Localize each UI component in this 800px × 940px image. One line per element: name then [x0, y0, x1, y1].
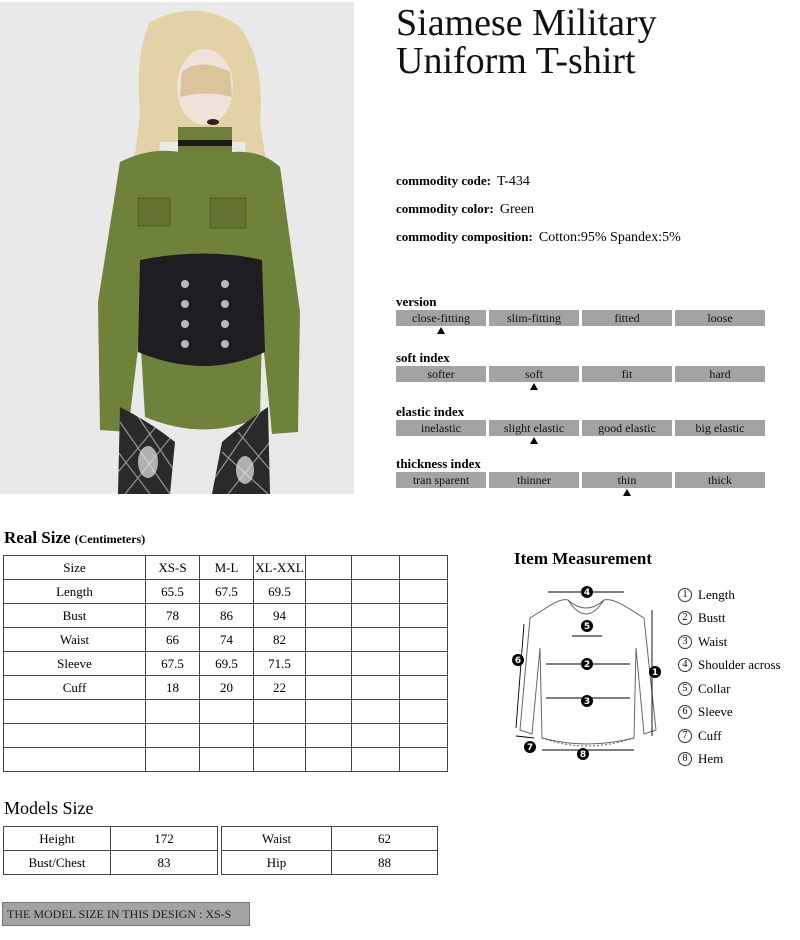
legend-item — [678, 724, 781, 748]
models-size-table-right — [221, 826, 438, 875]
table-cell: 69.5 — [254, 580, 306, 604]
svg-text:8: 8 — [579, 750, 587, 760]
table-cell — [306, 700, 352, 724]
table-cell: Bust/Chest — [4, 851, 111, 875]
commodity-color-label: commodity color: — [396, 201, 494, 216]
table-cell: 67.5 — [146, 652, 200, 676]
selected-triangle-icon — [530, 437, 538, 444]
commodity-code-row — [396, 172, 786, 200]
selected-triangle-icon — [623, 489, 631, 496]
number-circle-icon: 3 — [678, 635, 692, 649]
scale-option: close-fitting — [396, 310, 486, 326]
item-measurement-title: Item Measurement — [514, 549, 653, 568]
real-size-table — [3, 555, 448, 772]
legend-label: Bustt — [698, 610, 726, 626]
scale-option: loose — [675, 310, 765, 326]
svg-text:6: 6 — [514, 656, 522, 666]
scale-bar — [396, 310, 766, 326]
table-header-row — [4, 556, 448, 580]
table-cell — [400, 748, 448, 772]
legend-label: Shoulder across — [698, 657, 781, 673]
table-cell: 69.5 — [200, 652, 254, 676]
scale-marker — [396, 382, 766, 392]
table-cell — [400, 700, 448, 724]
scale-marker — [396, 326, 766, 336]
table-cell — [4, 748, 146, 772]
table-cell: 65.5 — [146, 580, 200, 604]
table-cell — [200, 724, 254, 748]
number-circle-icon: 7 — [678, 729, 692, 743]
commodity-composition-value: Cotton:95% Spandex:5% — [538, 230, 681, 245]
table-cell — [352, 700, 400, 724]
svg-text:1: 1 — [651, 668, 659, 678]
number-circle-icon: 5 — [678, 682, 692, 696]
product-photo-illustration — [0, 2, 354, 494]
scale-option: softer — [396, 366, 486, 382]
legend-item — [678, 607, 781, 631]
table-cell: 62 — [332, 827, 438, 851]
product-photo — [0, 2, 354, 494]
scale-option: inelastic — [396, 420, 486, 436]
selected-triangle-icon — [437, 327, 445, 334]
measurement-legend — [678, 583, 781, 771]
table-cell: 22 — [254, 676, 306, 700]
scale-bar — [396, 366, 766, 382]
svg-text:5: 5 — [583, 622, 591, 632]
table-cell: 66 — [146, 628, 200, 652]
legend-item — [678, 677, 781, 701]
table-cell — [352, 580, 400, 604]
table-cell — [306, 628, 352, 652]
scale-version — [396, 294, 766, 336]
number-circle-icon: 2 — [678, 611, 692, 625]
number-circle-icon: 4 — [678, 658, 692, 672]
table-row — [4, 851, 218, 875]
scale-option: soft — [489, 366, 579, 382]
scale-option: tran sparent — [396, 472, 486, 488]
table-cell — [352, 652, 400, 676]
table-cell — [4, 700, 146, 724]
table-row — [4, 724, 448, 748]
table-cell: Waist — [4, 628, 146, 652]
legend-item — [678, 583, 781, 607]
commodity-color-row — [396, 200, 786, 228]
table-cell — [400, 628, 448, 652]
svg-text:7: 7 — [526, 743, 534, 753]
commodity-code-value: T-434 — [496, 174, 530, 189]
table-cell: Cuff — [4, 676, 146, 700]
scale-bar — [396, 472, 766, 488]
product-title — [396, 4, 776, 80]
table-header-cell: Size — [4, 556, 146, 580]
real-size-title — [4, 528, 145, 548]
table-row — [4, 676, 448, 700]
table-cell — [146, 724, 200, 748]
table-header-cell — [306, 556, 352, 580]
table-cell: 20 — [200, 676, 254, 700]
table-cell: 88 — [332, 851, 438, 875]
number-circle-icon: 8 — [678, 752, 692, 766]
table-cell — [400, 724, 448, 748]
table-cell — [146, 700, 200, 724]
table-cell: 82 — [254, 628, 306, 652]
table-row — [4, 604, 448, 628]
table-cell — [4, 724, 146, 748]
table-cell — [352, 676, 400, 700]
real-size-table-body — [4, 556, 448, 772]
table-cell — [400, 580, 448, 604]
table-row — [4, 748, 448, 772]
scale-option: slight elastic — [489, 420, 579, 436]
table-row — [4, 628, 448, 652]
table-cell: 83 — [111, 851, 218, 875]
scale-label: elastic index — [396, 404, 465, 419]
scale-option: big elastic — [675, 420, 765, 436]
table-cell — [306, 724, 352, 748]
table-cell — [254, 700, 306, 724]
models-size-table-left — [3, 826, 218, 875]
scale-label: soft index — [396, 350, 450, 365]
scale-label: version — [396, 294, 437, 309]
legend-label: Waist — [698, 633, 728, 649]
number-circle-icon: 1 — [678, 588, 692, 602]
table-cell: 78 — [146, 604, 200, 628]
commodity-composition-row — [396, 228, 786, 256]
scale-option: good elastic — [582, 420, 672, 436]
scale-thickness-index — [396, 456, 766, 498]
table-row — [4, 652, 448, 676]
table-cell — [352, 604, 400, 628]
table-header-cell: M-L — [200, 556, 254, 580]
scale-option: hard — [675, 366, 765, 382]
table-row — [4, 700, 448, 724]
table-cell — [400, 652, 448, 676]
legend-item — [678, 701, 781, 725]
table-row — [4, 827, 218, 851]
table-cell: Sleeve — [4, 652, 146, 676]
scale-option: fitted — [582, 310, 672, 326]
measurement-diagram — [506, 578, 676, 768]
table-cell: Height — [4, 827, 111, 851]
scale-bar — [396, 420, 766, 436]
scale-option: thin — [582, 472, 672, 488]
table-cell: Length — [4, 580, 146, 604]
commodity-code-label: commodity code: — [396, 173, 491, 188]
legend-item — [678, 630, 781, 654]
legend-label: Sleeve — [698, 704, 733, 720]
table-cell — [146, 748, 200, 772]
svg-text:3: 3 — [583, 697, 591, 707]
legend-label: Collar — [698, 680, 731, 696]
table-header-cell — [400, 556, 448, 580]
scale-label: thickness index — [396, 456, 481, 471]
scale-option: thick — [675, 472, 765, 488]
table-cell: 67.5 — [200, 580, 254, 604]
table-cell — [306, 604, 352, 628]
legend-label: Hem — [698, 751, 724, 767]
table-header-cell — [352, 556, 400, 580]
legend-label: Length — [698, 586, 735, 602]
table-cell: Bust — [4, 604, 146, 628]
table-cell — [306, 748, 352, 772]
commodity-composition-label: commodity composition: — [396, 229, 533, 244]
shirt-outline-diagram — [506, 578, 676, 768]
table-cell: 86 — [200, 604, 254, 628]
table-cell — [306, 652, 352, 676]
real-size-unit: (Centimeters) — [74, 532, 146, 546]
scale-marker — [396, 488, 766, 498]
scale-marker — [396, 436, 766, 446]
commodity-color-value: Green — [499, 202, 535, 217]
scale-soft-index — [396, 350, 766, 392]
table-cell — [306, 676, 352, 700]
product-title-line1: Siamese Military — [396, 2, 657, 44]
table-cell — [400, 676, 448, 700]
table-cell — [352, 724, 400, 748]
table-cell — [352, 628, 400, 652]
table-cell — [200, 748, 254, 772]
scale-option: slim-fitting — [489, 310, 579, 326]
commodity-info — [396, 172, 786, 256]
table-cell: 18 — [146, 676, 200, 700]
table-cell: Waist — [222, 827, 332, 851]
table-cell — [400, 604, 448, 628]
table-cell: 94 — [254, 604, 306, 628]
table-cell: 71.5 — [254, 652, 306, 676]
model-size-note: THE MODEL SIZE IN THIS DESIGN : XS-S — [2, 902, 250, 926]
svg-text:2: 2 — [583, 660, 591, 670]
table-cell — [200, 700, 254, 724]
table-cell — [254, 724, 306, 748]
table-row — [4, 580, 448, 604]
table-cell — [254, 748, 306, 772]
legend-item — [678, 748, 781, 772]
table-row — [222, 851, 438, 875]
legend-item — [678, 654, 781, 678]
legend-label: Cuff — [698, 727, 722, 743]
real-size-heading: Real Size — [4, 528, 71, 547]
models-size-title: Models Size — [4, 798, 94, 818]
table-cell — [352, 748, 400, 772]
svg-text:4: 4 — [583, 588, 591, 598]
table-cell: Hip — [222, 851, 332, 875]
scale-elastic-index — [396, 404, 766, 446]
table-cell: 74 — [200, 628, 254, 652]
table-row — [222, 827, 438, 851]
selected-triangle-icon — [530, 383, 538, 390]
table-header-cell: XL-XXL — [254, 556, 306, 580]
table-cell — [306, 580, 352, 604]
scale-option: thinner — [489, 472, 579, 488]
table-cell: 172 — [111, 827, 218, 851]
table-header-cell: XS-S — [146, 556, 200, 580]
scale-option: fit — [582, 366, 672, 382]
number-circle-icon: 6 — [678, 705, 692, 719]
product-title-line2: Uniform T-shirt — [396, 40, 636, 82]
